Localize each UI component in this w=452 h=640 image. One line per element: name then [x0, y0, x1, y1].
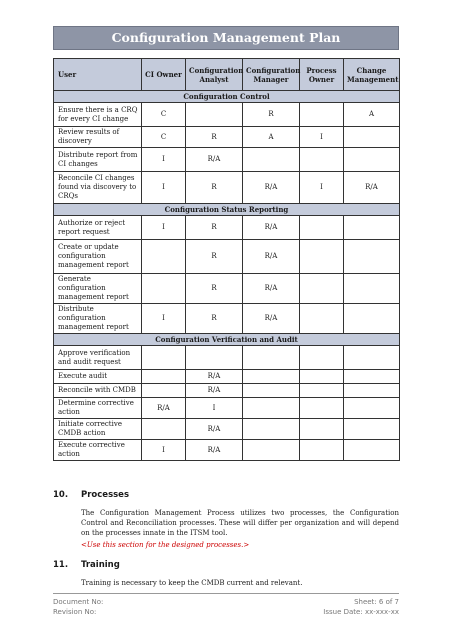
section-10-title: Processes	[81, 490, 130, 500]
raci-cell: C	[142, 127, 186, 148]
footer-issue-date: Issue Date: xx-xxx-xx	[323, 608, 399, 616]
activity-cell: Ensure there is a CRQ for every CI change	[54, 103, 142, 127]
activity-cell: Approve verification and audit request	[54, 346, 142, 370]
section-11-number: 11.	[53, 560, 69, 570]
raci-cell: R/A	[186, 370, 243, 384]
raci-cell	[300, 419, 344, 440]
raci-cell	[344, 440, 400, 461]
raci-cell	[142, 274, 186, 304]
raci-cell: R/A	[186, 419, 243, 440]
table-row	[54, 304, 400, 334]
section-11-heading	[53, 560, 120, 570]
raci-cell: R/A	[243, 274, 300, 304]
raci-cell	[344, 398, 400, 419]
raci-cell: R/A	[243, 240, 300, 274]
section-title: Configuration Status Reporting	[54, 204, 400, 216]
activity-cell: Execute corrective action	[54, 440, 142, 461]
header-ci-owner: CI Owner	[142, 59, 186, 91]
raci-cell	[186, 346, 243, 370]
raci-cell: R/A	[186, 384, 243, 398]
section-row	[54, 334, 400, 346]
raci-cell	[243, 384, 300, 398]
activity-cell: Reconcile CI changes found via discovery to CRQs	[54, 172, 142, 204]
raci-cell	[300, 384, 344, 398]
activity-cell: Determine corrective action	[54, 398, 142, 419]
raci-cell: R/A	[344, 172, 400, 204]
section-10-body: The Configuration Management Process utilizes two processes, the Configuration Control and Reconciliation processes. These will differ per organization and will depend on the processes innate in the ITSM tool.	[81, 509, 399, 537]
activity-cell: Distribute report from CI changes	[54, 148, 142, 172]
raci-cell: I	[142, 440, 186, 461]
table-row	[54, 384, 400, 398]
activity-cell: Reconcile with CMDB	[54, 384, 142, 398]
raci-cell	[142, 346, 186, 370]
raci-cell: R/A	[142, 398, 186, 419]
footer-document-no: Document No:	[53, 598, 104, 606]
section-11-body: Training is necessary to keep the CMDB current and relevant.	[81, 579, 303, 587]
table-header-row	[54, 59, 400, 91]
raci-cell	[243, 346, 300, 370]
raci-cell	[344, 346, 400, 370]
activity-cell: Authorize or reject report request	[54, 216, 142, 240]
raci-cell: R/A	[186, 440, 243, 461]
section-title: Configuration Verification and Audit	[54, 334, 400, 346]
section-10-heading	[53, 490, 129, 500]
raci-cell	[300, 370, 344, 384]
raci-cell: R	[186, 304, 243, 334]
raci-cell	[300, 274, 344, 304]
header-change-management: Change Management	[344, 59, 400, 91]
table-row	[54, 274, 400, 304]
table-row	[54, 127, 400, 148]
header-configuration-analyst: Configuration Analyst	[186, 59, 243, 91]
raci-cell	[344, 240, 400, 274]
header-process-owner: Process Owner	[300, 59, 344, 91]
raci-cell	[243, 419, 300, 440]
raci-cell	[243, 148, 300, 172]
raci-cell: I	[142, 216, 186, 240]
raci-cell: R/A	[243, 172, 300, 204]
raci-cell: R/A	[243, 216, 300, 240]
table-row	[54, 172, 400, 204]
raci-cell	[243, 370, 300, 384]
raci-cell	[344, 274, 400, 304]
activity-cell: Review results of discovery	[54, 127, 142, 148]
table-row	[54, 148, 400, 172]
activity-cell: Initiate corrective CMDB action	[54, 419, 142, 440]
header-user: User	[54, 59, 142, 91]
raci-cell: A	[243, 127, 300, 148]
raci-cell	[243, 440, 300, 461]
raci-cell: R	[186, 216, 243, 240]
document-title: Configuration Management Plan	[53, 26, 399, 50]
raci-cell	[142, 370, 186, 384]
table-row	[54, 370, 400, 384]
section-title: Configuration Control	[54, 91, 400, 103]
section-11-title: Training	[81, 560, 120, 570]
raci-cell	[243, 398, 300, 419]
raci-cell: R	[186, 274, 243, 304]
raci-cell	[300, 216, 344, 240]
raci-cell: R/A	[186, 148, 243, 172]
raci-cell	[142, 419, 186, 440]
raci-cell	[300, 240, 344, 274]
section-row	[54, 204, 400, 216]
table-row	[54, 216, 400, 240]
raci-table	[53, 58, 400, 461]
section-10-note: <Use this section for the designed processes.>	[81, 541, 250, 549]
footer-revision-no: Revision No:	[53, 608, 97, 616]
table-row	[54, 103, 400, 127]
raci-cell	[344, 370, 400, 384]
table-row	[54, 440, 400, 461]
activity-cell: Execute audit	[54, 370, 142, 384]
table-row	[54, 346, 400, 370]
raci-cell	[142, 240, 186, 274]
raci-cell	[344, 148, 400, 172]
raci-cell	[142, 384, 186, 398]
raci-cell	[300, 440, 344, 461]
header-configuration-manager: Configuration Manager	[243, 59, 300, 91]
table-row	[54, 240, 400, 274]
raci-cell: R	[243, 103, 300, 127]
raci-cell: C	[142, 103, 186, 127]
raci-cell	[344, 304, 400, 334]
table-row	[54, 419, 400, 440]
raci-cell: I	[186, 398, 243, 419]
raci-cell	[300, 304, 344, 334]
raci-cell: R	[186, 240, 243, 274]
raci-cell: A	[344, 103, 400, 127]
activity-cell: Create or update configuration management report	[54, 240, 142, 274]
raci-cell	[344, 216, 400, 240]
raci-cell: I	[142, 148, 186, 172]
activity-cell: Generate configuration management report	[54, 274, 142, 304]
raci-cell: I	[142, 172, 186, 204]
raci-cell: I	[300, 127, 344, 148]
raci-cell	[344, 127, 400, 148]
raci-cell	[300, 148, 344, 172]
raci-cell: I	[300, 172, 344, 204]
raci-cell: R/A	[243, 304, 300, 334]
activity-cell: Distribute configuration management report	[54, 304, 142, 334]
raci-cell	[344, 384, 400, 398]
footer-divider	[53, 593, 399, 594]
raci-cell	[300, 346, 344, 370]
raci-cell	[186, 103, 243, 127]
raci-cell	[300, 398, 344, 419]
section-row	[54, 91, 400, 103]
raci-cell: I	[142, 304, 186, 334]
raci-cell: R	[186, 172, 243, 204]
raci-cell	[300, 103, 344, 127]
raci-cell	[344, 419, 400, 440]
table-row	[54, 398, 400, 419]
section-10-number: 10.	[53, 490, 69, 500]
raci-cell: R	[186, 127, 243, 148]
footer-sheet: Sheet: 6 of 7	[354, 598, 399, 606]
